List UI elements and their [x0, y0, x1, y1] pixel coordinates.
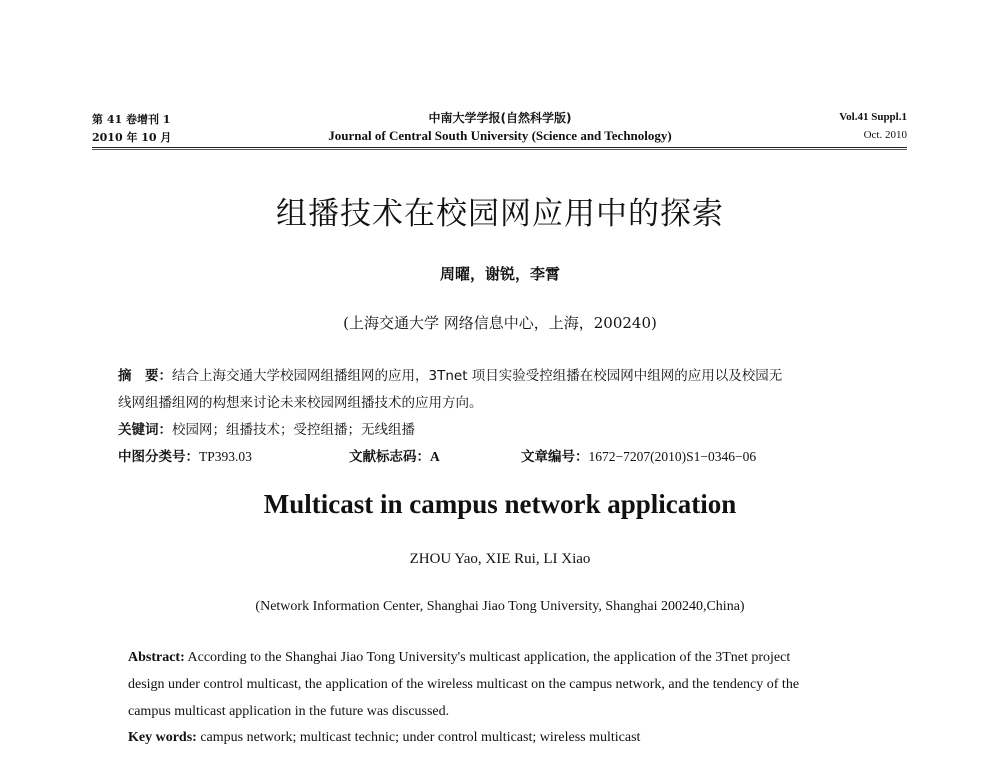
header-journal-cn: 中南大学学报(自然科学版) [428, 111, 572, 125]
header-rule [92, 147, 907, 148]
keywords-cn-label: 关键词： [118, 422, 172, 438]
abstract-en-label: Abstract: [128, 650, 185, 665]
classification-doc [349, 445, 440, 465]
abstract-cn-text1: 结合上海交通大学校园网组播组网的应用，3Tnet 项目实验受控组播在校园网中组网的应用以及校园无 [172, 368, 783, 384]
keywords-en-label: Key words: [128, 730, 197, 745]
title-cn: 组播技术在校园网应用中的探索 [276, 196, 724, 232]
title-en: Multicast in campus network application [263, 489, 737, 519]
abstract-en-line3: campus multicast application in the future was discussed. [128, 704, 450, 719]
classification-clc [118, 445, 252, 465]
affiliation-cn: (上海交通大学 网络信息中心，上海，200240) [343, 314, 657, 332]
authors-cn: 周曜，谢锐，李霄 [439, 265, 560, 283]
authors-en: ZHOU Yao, XIE Rui, LI Xiao [409, 551, 591, 567]
abstract-en-line1 [128, 650, 790, 666]
header-volume: Vol.41 Suppl.1 [839, 111, 907, 123]
abstract-cn-line2: 线网组播组网的构想来讨论未来校园网组播技术的应用方向。 [118, 395, 483, 411]
clc-value: TP393.03 [199, 449, 252, 464]
keywords-cn-text: 校园网；组播技术；受控组播；无线组播 [172, 422, 415, 438]
keywords-en [128, 730, 640, 746]
clc-label: 中图分类号： [118, 449, 199, 465]
abstract-cn-label: 摘 要： [118, 368, 172, 384]
header-issue-cn: 第 41 卷增刊 1 [92, 113, 171, 126]
header-journal-en: Journal of Central South University (Science and Technology) [328, 128, 672, 143]
keywords-cn [118, 418, 415, 438]
header-date-cn: 2010 年 10 月 [92, 131, 172, 144]
classification-article [521, 445, 756, 465]
doc-value: A [430, 449, 440, 464]
article-label: 文章编号： [521, 449, 589, 465]
affiliation-en: (Network Information Center, Shanghai Jiao Tong University, Shanghai 200240,China) [255, 599, 745, 614]
article-value: 1672−7207(2010)S1−0346−06 [588, 449, 757, 464]
keywords-en-text: campus network; multicast technic; under control multicast; wireless multicast [196, 730, 641, 745]
doc-label: 文献标志码： [349, 449, 430, 465]
header-date-en: Oct. 2010 [863, 129, 907, 141]
header-rule-thin [92, 149, 907, 150]
abstract-en-line2: design under control multicast, the application of the wireless multicast on the campus network, and the tendency of the [128, 677, 800, 692]
abstract-en-text1: According to the Shanghai Jiao Tong University's multicast application, the application of the 3Tnet project [184, 650, 791, 665]
abstract-cn-line1 [118, 364, 782, 384]
